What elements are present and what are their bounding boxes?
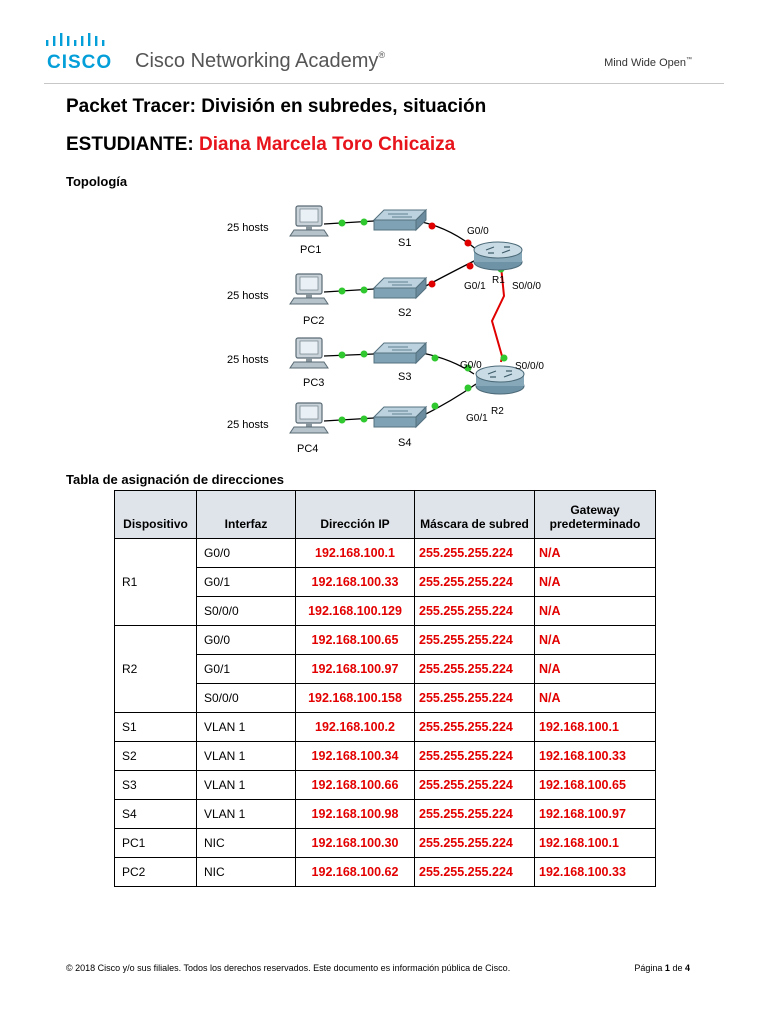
- mask-cell: 255.255.255.224: [415, 742, 535, 771]
- gateway-cell: 192.168.100.1: [535, 829, 656, 858]
- mask-cell: 255.255.255.224: [415, 713, 535, 742]
- interface-cell: VLAN 1: [197, 771, 296, 800]
- ip-cell: 192.168.100.98: [296, 800, 415, 829]
- header-divider: [44, 83, 724, 84]
- student-line: [66, 134, 455, 156]
- pc-label: PC1: [300, 244, 322, 256]
- r2-g00-label: G0/0: [460, 360, 482, 371]
- host-label: 25 hosts: [227, 222, 269, 234]
- r1-g00-label: G0/0: [467, 226, 489, 237]
- document-title: Packet Tracer: División en subredes, situación: [66, 96, 487, 117]
- gateway-cell: 192.168.100.33: [535, 742, 656, 771]
- pc-icon: [290, 403, 328, 433]
- column-header: Interfaz: [197, 491, 296, 539]
- mask-cell: 255.255.255.224: [415, 655, 535, 684]
- ip-cell: 192.168.100.158: [296, 684, 415, 713]
- host-label: 25 hosts: [227, 354, 269, 366]
- gateway-cell: 192.168.100.65: [535, 771, 656, 800]
- mask-cell: 255.255.255.224: [415, 626, 535, 655]
- ip-cell: 192.168.100.34: [296, 742, 415, 771]
- r1-label: R1: [492, 275, 505, 286]
- mask-cell: 255.255.255.224: [415, 800, 535, 829]
- switch-label: S3: [398, 371, 412, 383]
- device-cell: PC2: [115, 858, 197, 887]
- interface-cell: VLAN 1: [197, 800, 296, 829]
- ip-cell: 192.168.100.66: [296, 771, 415, 800]
- device-cell: S4: [115, 800, 197, 829]
- table-row: [115, 713, 656, 742]
- interface-cell: S0/0/0: [197, 684, 296, 713]
- pc-icon: [290, 338, 328, 368]
- ip-cell: 192.168.100.33: [296, 568, 415, 597]
- ip-cell: 192.168.100.129: [296, 597, 415, 626]
- switch-icon: [374, 210, 426, 230]
- gateway-cell: 192.168.100.1: [535, 713, 656, 742]
- mask-cell: 255.255.255.224: [415, 771, 535, 800]
- ip-cell: 192.168.100.97: [296, 655, 415, 684]
- pc-label: PC3: [303, 377, 325, 389]
- interface-cell: VLAN 1: [197, 742, 296, 771]
- table-row: [115, 800, 656, 829]
- topology-diagram: [212, 196, 562, 458]
- switch-label: S1: [398, 237, 412, 249]
- device-cell: S1: [115, 713, 197, 742]
- interface-cell: G0/1: [197, 655, 296, 684]
- student-label: ESTUDIANTE:: [66, 134, 194, 155]
- table-heading: Tabla de asignación de direcciones: [66, 472, 284, 487]
- student-name: Diana Marcela Toro Chicaiza: [199, 134, 456, 155]
- pc-icon: [290, 274, 328, 304]
- address-table: [114, 490, 656, 887]
- gateway-cell: N/A: [535, 539, 656, 568]
- device-cell: R2: [115, 626, 197, 713]
- column-header: Dispositivo: [115, 491, 197, 539]
- gateway-cell: N/A: [535, 568, 656, 597]
- gateway-cell: N/A: [535, 684, 656, 713]
- tagline: Mind Wide Open™: [604, 57, 692, 69]
- table-row: [115, 626, 656, 655]
- r2-s000-label: S0/0/0: [515, 361, 544, 372]
- mask-cell: 255.255.255.224: [415, 568, 535, 597]
- switch-label: S2: [398, 307, 412, 319]
- table-row: [115, 829, 656, 858]
- table-header-row: [115, 491, 656, 539]
- brand-title: Cisco Networking Academy®: [135, 50, 386, 72]
- ip-cell: 192.168.100.2: [296, 713, 415, 742]
- page-header: [0, 0, 768, 84]
- r2-g01-label: G0/1: [466, 413, 488, 424]
- pc-icon: [290, 206, 328, 236]
- switch-icon: [374, 407, 426, 427]
- device-cell: R1: [115, 539, 197, 626]
- topology-heading: Topología: [66, 174, 128, 189]
- mask-cell: 255.255.255.224: [415, 684, 535, 713]
- mask-cell: 255.255.255.224: [415, 829, 535, 858]
- column-header: Máscara de subred: [415, 491, 535, 539]
- table-row: [115, 858, 656, 887]
- interface-cell: NIC: [197, 829, 296, 858]
- gateway-cell: 192.168.100.33: [535, 858, 656, 887]
- interface-cell: S0/0/0: [197, 597, 296, 626]
- table-row: [115, 771, 656, 800]
- mask-cell: 255.255.255.224: [415, 858, 535, 887]
- switch-icon: [374, 278, 426, 298]
- mask-cell: 255.255.255.224: [415, 539, 535, 568]
- switch-label: S4: [398, 437, 412, 449]
- table-row: [115, 539, 656, 568]
- r1-s000-label: S0/0/0: [512, 281, 541, 292]
- cisco-logo-text: CISCO: [47, 52, 113, 73]
- router-icon: [474, 242, 522, 270]
- table-row: [115, 568, 656, 597]
- device-cell: S3: [115, 771, 197, 800]
- r2-label: R2: [491, 406, 504, 417]
- pc-label: PC4: [297, 443, 319, 455]
- page-number: Página 1 de 4: [634, 963, 690, 973]
- gateway-cell: 192.168.100.97: [535, 800, 656, 829]
- footer-copyright: © 2018 Cisco y/o sus filiales. Todos los derechos reservados. Este documento es información pública de Cisco.: [66, 963, 511, 973]
- column-header: Gateway predeterminado: [535, 491, 656, 539]
- column-header: Dirección IP: [296, 491, 415, 539]
- gateway-cell: N/A: [535, 626, 656, 655]
- interface-cell: G0/1: [197, 568, 296, 597]
- ip-cell: 192.168.100.30: [296, 829, 415, 858]
- host-label: 25 hosts: [227, 290, 269, 302]
- r1-g01-label: G0/1: [464, 281, 486, 292]
- interface-cell: NIC: [197, 858, 296, 887]
- switch-icon: [374, 343, 426, 363]
- ip-cell: 192.168.100.1: [296, 539, 415, 568]
- table-row: [115, 684, 656, 713]
- pc-label: PC2: [303, 315, 325, 327]
- cisco-logo-icon: [46, 33, 116, 49]
- ip-cell: 192.168.100.62: [296, 858, 415, 887]
- table-row: [115, 742, 656, 771]
- device-cell: PC1: [115, 829, 197, 858]
- mask-cell: 255.255.255.224: [415, 597, 535, 626]
- gateway-cell: N/A: [535, 597, 656, 626]
- ip-cell: 192.168.100.65: [296, 626, 415, 655]
- gateway-cell: N/A: [535, 655, 656, 684]
- device-cell: S2: [115, 742, 197, 771]
- host-label: 25 hosts: [227, 419, 269, 431]
- table-row: [115, 655, 656, 684]
- interface-cell: G0/0: [197, 626, 296, 655]
- table-row: [115, 597, 656, 626]
- interface-cell: VLAN 1: [197, 713, 296, 742]
- interface-cell: G0/0: [197, 539, 296, 568]
